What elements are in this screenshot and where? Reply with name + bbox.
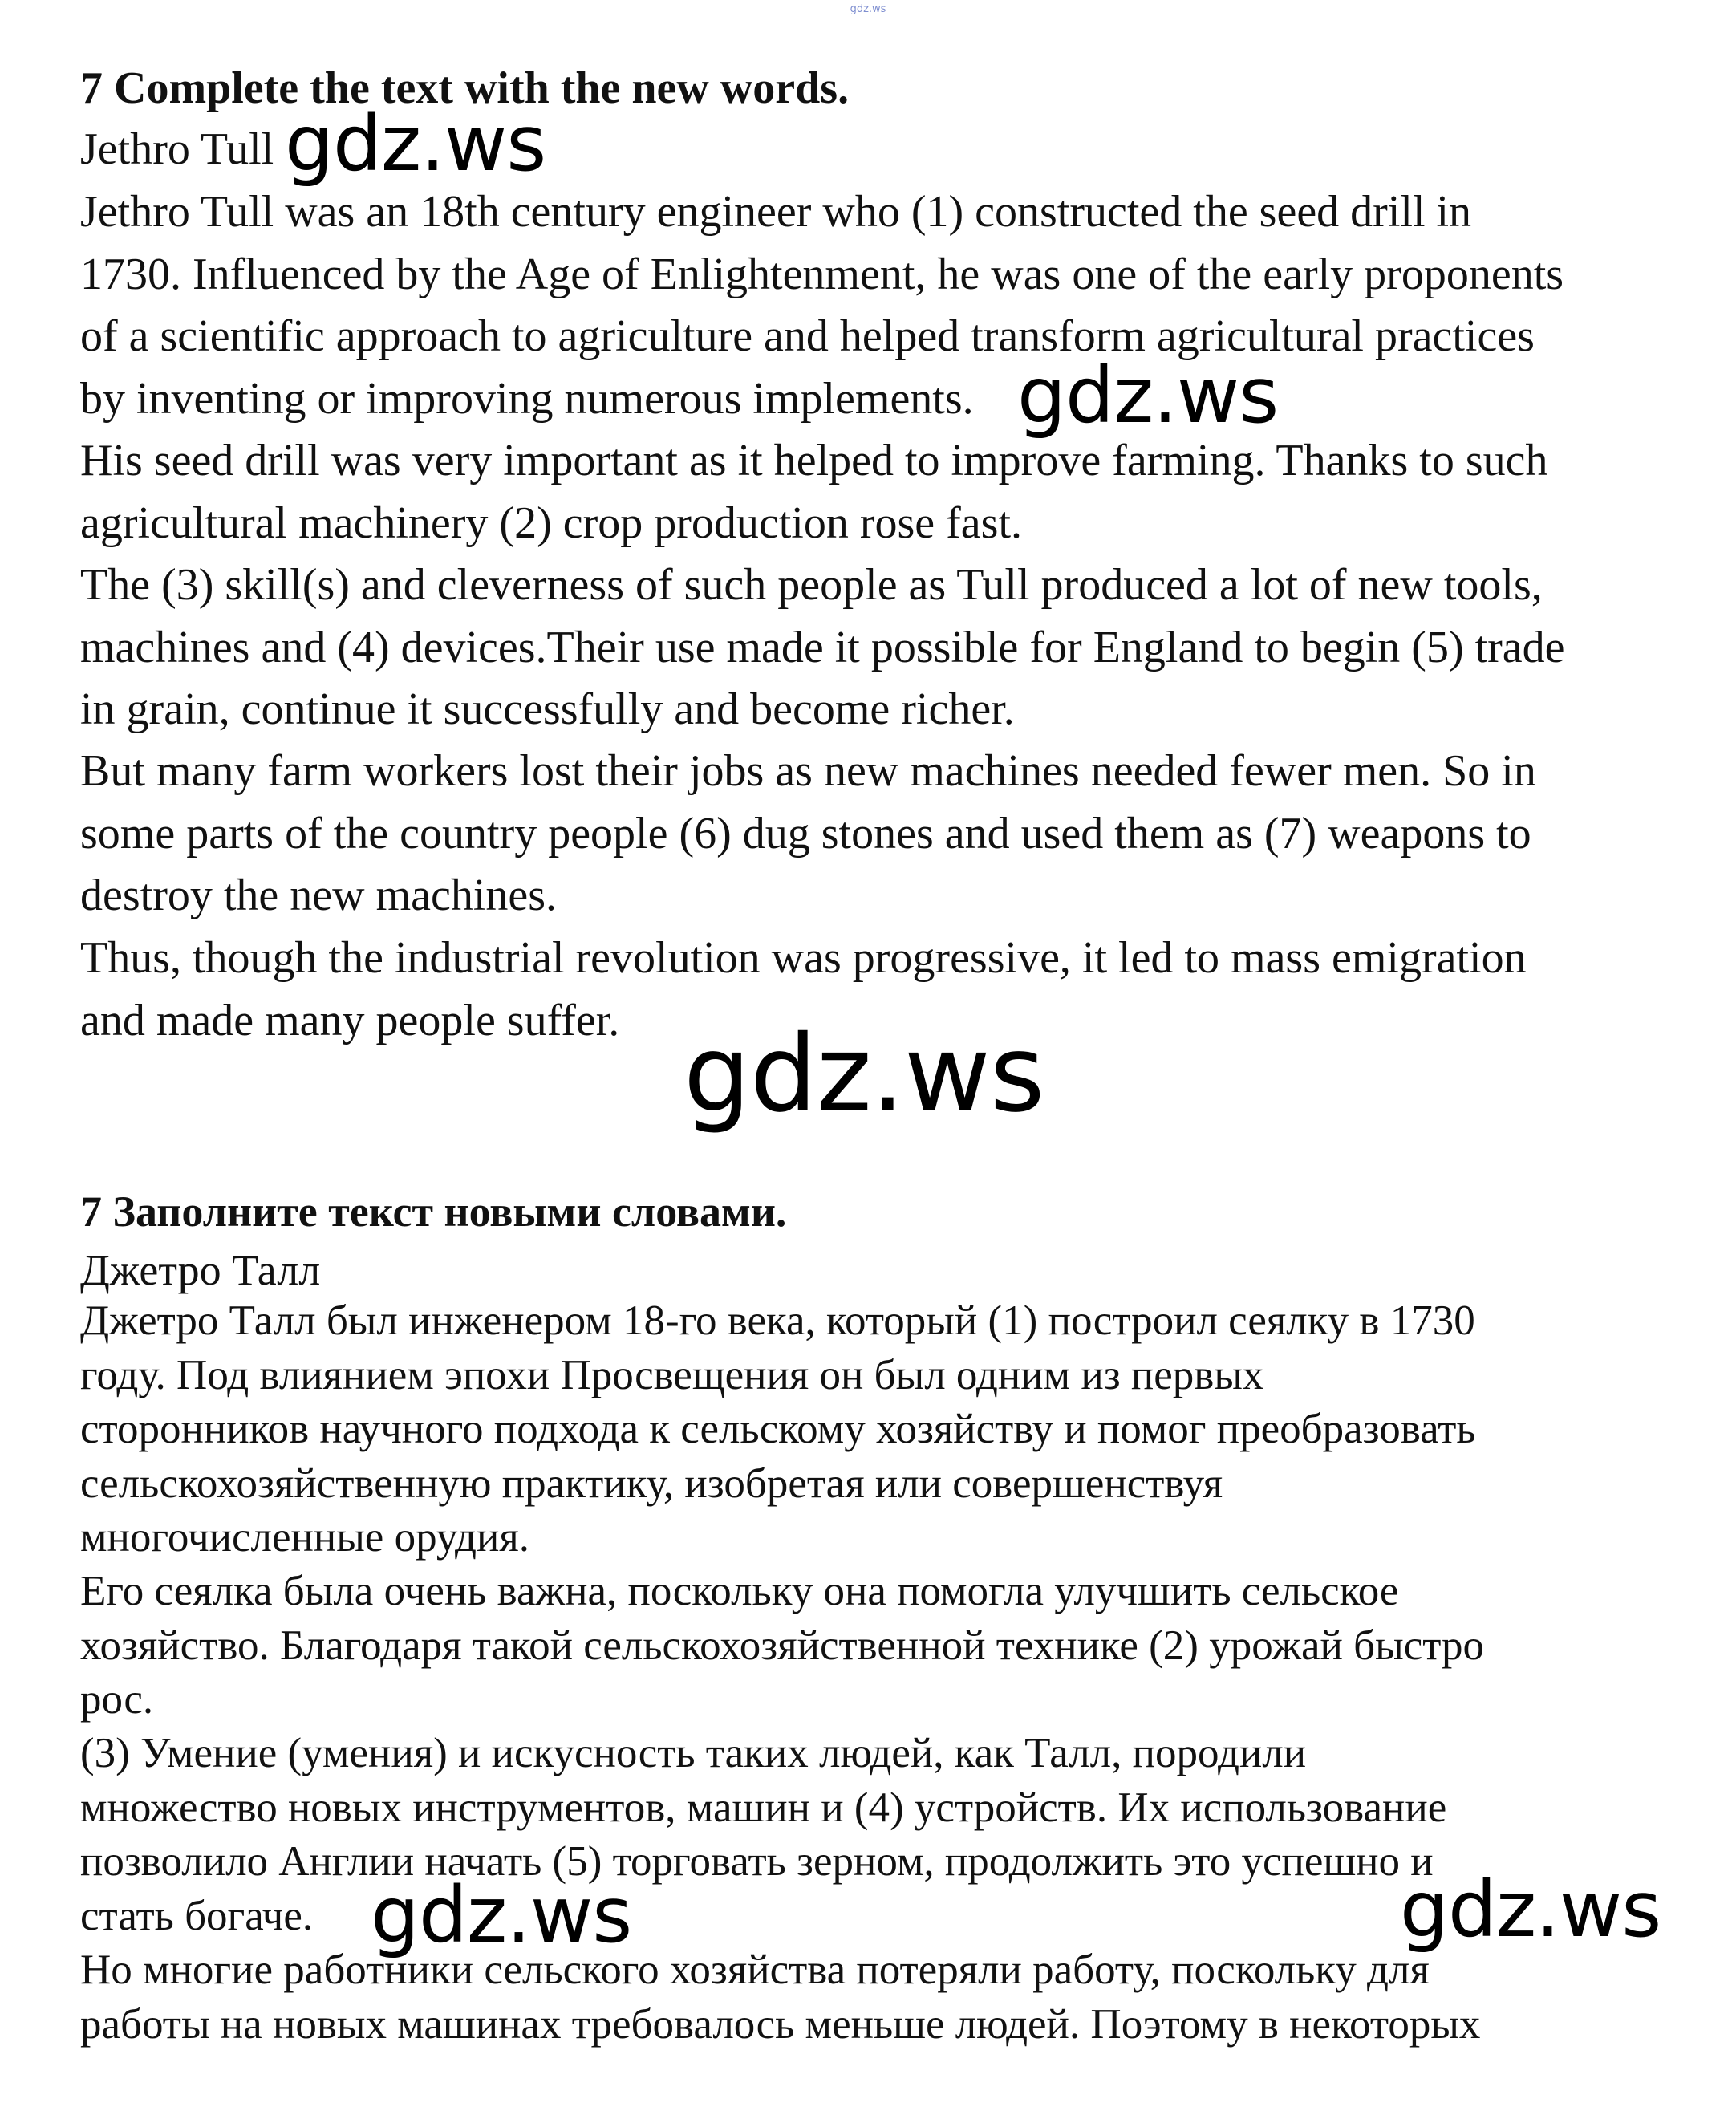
watermark: gdz.ws (1017, 351, 1279, 440)
russian-paragraph-3 (80, 1727, 1446, 1943)
russian-paragraph-4 (80, 1943, 1480, 2052)
english-heading: 7 Complete the text with the new words. (80, 63, 850, 113)
text-line: Джетро Талл был инженером 18-го века, который (1) построил сеялку в 1730 (80, 1297, 1475, 1344)
text-line: But many farm workers lost their jobs as new machines needed fewer men. So in (80, 746, 1536, 796)
watermark: gdz.ws (285, 99, 546, 189)
english-paragraph-3 (80, 554, 1565, 741)
text-line: рос. (80, 1676, 154, 1723)
text-line: of a scientific approach to agriculture and helped transform agricultural practices (80, 311, 1535, 361)
text-line: some parts of the country people (6) dug stones and used them as (7) weapons to (80, 808, 1531, 859)
text-line: in grain, continue it successfully and become richer. (80, 684, 1015, 734)
russian-subtitle: Джетро Талл (80, 1246, 321, 1294)
text-line: году. Под влиянием эпохи Просвещения он был одним из первых (80, 1351, 1264, 1398)
text-line: (3) Умение (умения) и искусность таких людей, как Талл, породили (80, 1730, 1307, 1776)
text-line: Но многие работники сельского хозяйства потеряли работу, поскольку для (80, 1946, 1430, 1993)
text-line: Jethro Tull was an 18th century engineer who (1) constructed the seed drill in (80, 187, 1472, 237)
text-line: многочисленные орудия. (80, 1514, 529, 1561)
english-paragraph-2 (80, 430, 1548, 554)
text-line: хозяйство. Благодаря такой сельскохозяйственной технике (2) урожай быстро (80, 1622, 1485, 1669)
text-line: 1730. Influenced by the Age of Enlightenment, he was one of the early proponents (80, 249, 1564, 299)
text-line: стать богаче. (80, 1892, 314, 1939)
watermark: gdz.ws (1400, 1865, 1661, 1955)
text-line: The (3) skill(s) and cleverness of such people as Tull produced a lot of new tools, (80, 560, 1543, 610)
text-line: сельскохозяйственную практику, изобретая или совершенствуя (80, 1459, 1223, 1507)
text-line: destroy the new machines. (80, 871, 558, 920)
text-line: by inventing or improving numerous implements. (80, 373, 974, 424)
russian-paragraph-2 (80, 1565, 1484, 1727)
text-line: Его сеялка была очень важна, поскольку она помогла улучшить сельское (80, 1568, 1399, 1614)
english-subtitle: Jethro Tull (80, 124, 274, 174)
text-line: сторонников научного подхода к сельскому хозяйству и помог преобразовать (80, 1406, 1476, 1452)
text-line: machines and (4) devices.Their use made it possible for England to begin (5) trade (80, 622, 1565, 672)
text-line: работы на новых машинах требовалось меньше людей. Поэтому в некоторых (80, 2000, 1481, 2048)
top-watermark: gdz.ws (850, 3, 886, 15)
text-line: and made many people suffer. (80, 995, 620, 1045)
text-line: Thus, though the industrial revolution was progressive, it led to mass emigration (80, 933, 1527, 983)
english-paragraph-4 (80, 741, 1536, 928)
text-line: His seed drill was very important as it helped to improve farming. Thanks to such (80, 436, 1548, 485)
watermark: gdz.ws (371, 1870, 632, 1960)
russian-paragraph-1 (80, 1294, 1476, 1565)
text-line: множество новых инструментов, машин и (4) устройств. Их использование (80, 1784, 1447, 1831)
russian-heading: 7 Заполните текст новыми словами. (80, 1187, 787, 1236)
watermark: gdz.ws (683, 1013, 1044, 1136)
text-line: agricultural machinery (2) crop production rose fast. (80, 497, 1023, 548)
text-line: позволило Англии начать (5) торговать зерном, продолжить это успешно и (80, 1838, 1434, 1885)
english-paragraph-1 (80, 181, 1564, 430)
